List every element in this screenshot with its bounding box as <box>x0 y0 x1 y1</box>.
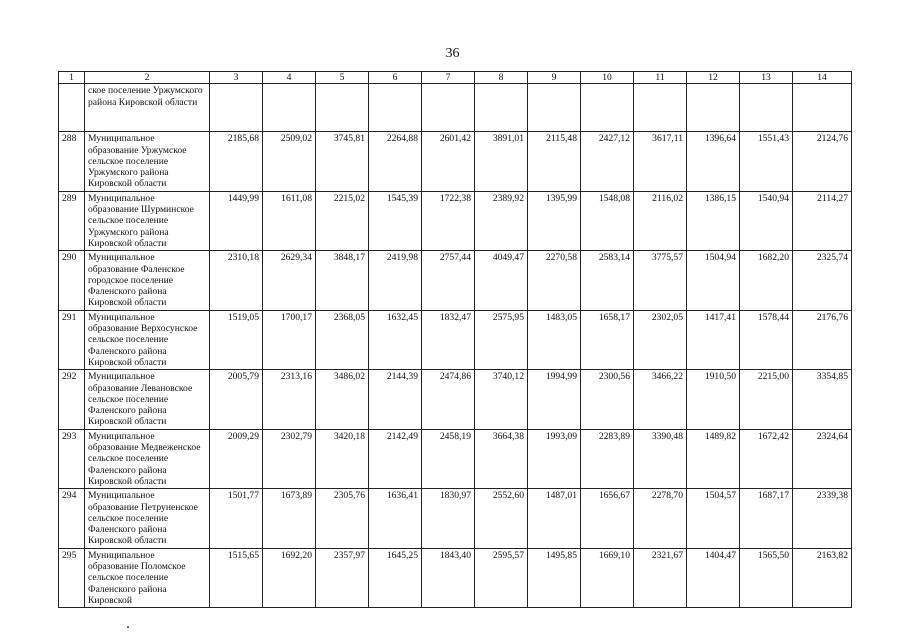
table-cell-name: Муниципальное образование Левановское сельское поселение Фаленского района Кировской области <box>85 370 210 429</box>
table-cell-value: 2270,58 <box>528 251 581 310</box>
table-cell-value: 1993,09 <box>528 429 581 488</box>
table-cell-value: 2302,05 <box>634 310 687 369</box>
table-cell-value: 2629,34 <box>263 251 316 310</box>
column-header: 12 <box>687 72 740 84</box>
table-cell-value: 3891,01 <box>475 132 528 191</box>
table-cell-value: 3354,85 <box>793 370 852 429</box>
table-cell-value: 2264,88 <box>369 132 422 191</box>
table-cell-value: 3664,38 <box>475 429 528 488</box>
table-cell-index: 294 <box>59 489 85 548</box>
table-row <box>59 84 852 132</box>
table-cell-value: 1483,05 <box>528 310 581 369</box>
table-cell-value: 2142,49 <box>369 429 422 488</box>
table-cell-name: Муниципальное образование Поломское сельское поселение Фаленского района Кировской <box>85 548 210 607</box>
table-row <box>59 191 852 250</box>
table-cell-value: 2305,76 <box>316 489 369 548</box>
table-cell-value: 2005,79 <box>210 370 263 429</box>
table-row <box>59 370 852 429</box>
table-cell-value: 3420,18 <box>316 429 369 488</box>
table-row <box>59 489 852 548</box>
table-cell-value: 3740,12 <box>475 370 528 429</box>
column-header: 2 <box>85 72 210 84</box>
table-cell-value: 2601,42 <box>422 132 475 191</box>
column-header: 6 <box>369 72 422 84</box>
table-cell-value: 1636,41 <box>369 489 422 548</box>
page-number: 36 <box>445 46 460 61</box>
table-cell-value: 2575,95 <box>475 310 528 369</box>
column-header: 7 <box>422 72 475 84</box>
table-cell-value: 1396,64 <box>687 132 740 191</box>
table-cell-value: 1548,08 <box>581 191 634 250</box>
table-cell-value: 1565,50 <box>740 548 793 607</box>
table-cell-name: Муниципальное образование Верхосунское сельское поселение Фаленского района Кировской области <box>85 310 210 369</box>
table-cell-value: 1519,05 <box>210 310 263 369</box>
table-cell-index: 292 <box>59 370 85 429</box>
table-cell-value: 2115,48 <box>528 132 581 191</box>
data-table <box>58 71 852 608</box>
table-cell-value: 2552,60 <box>475 489 528 548</box>
table-header-row <box>59 72 852 84</box>
table-cell-value: 2321,67 <box>634 548 687 607</box>
table-cell-index <box>59 84 85 132</box>
table-cell-value: 1658,17 <box>581 310 634 369</box>
table-cell-value: 2283,89 <box>581 429 634 488</box>
table-cell-value: 1656,67 <box>581 489 634 548</box>
table-cell-value: 1501,77 <box>210 489 263 548</box>
table-cell-value: 1832,47 <box>422 310 475 369</box>
table-row <box>59 251 852 310</box>
table-cell-value: 4049,47 <box>475 251 528 310</box>
stray-mark <box>127 626 129 628</box>
table-cell-value: 2583,14 <box>581 251 634 310</box>
table-cell-value: 1551,43 <box>740 132 793 191</box>
table-cell-value: 2757,44 <box>422 251 475 310</box>
table-cell-value: 2114,27 <box>793 191 852 250</box>
table-row <box>59 548 852 607</box>
table-cell-value: 1417,41 <box>687 310 740 369</box>
table-cell-value: 1540,94 <box>740 191 793 250</box>
column-header: 14 <box>793 72 852 84</box>
table-cell-value: 2389,92 <box>475 191 528 250</box>
table-cell-name: ское поселение Уржумского района Кировской области <box>85 84 210 132</box>
table-cell-value: 2339,38 <box>793 489 852 548</box>
table-cell-value: 1632,45 <box>369 310 422 369</box>
table-cell-value: 1722,38 <box>422 191 475 250</box>
table-cell-value: 1611,08 <box>263 191 316 250</box>
table-cell-index: 290 <box>59 251 85 310</box>
table-cell-value: 2300,56 <box>581 370 634 429</box>
table-cell-value: 3745,81 <box>316 132 369 191</box>
column-header: 8 <box>475 72 528 84</box>
table-cell-value: 2185,68 <box>210 132 263 191</box>
table-cell-value: 1515,65 <box>210 548 263 607</box>
table-cell-index: 288 <box>59 132 85 191</box>
table-cell-value: 3848,17 <box>316 251 369 310</box>
table-cell-value: 2009,29 <box>210 429 263 488</box>
table-cell-value: 1692,20 <box>263 548 316 607</box>
table-cell-value: 1386,15 <box>687 191 740 250</box>
column-header: 9 <box>528 72 581 84</box>
table-cell-value: 1700,17 <box>263 310 316 369</box>
table-cell-name: Муниципальное образование Медвеженское сельское поселение Фаленского района Кировской области <box>85 429 210 488</box>
table-cell-value: 1489,82 <box>687 429 740 488</box>
table-cell-value: 2215,02 <box>316 191 369 250</box>
table-cell-value: 1669,10 <box>581 548 634 607</box>
table-cell-value: 1404,47 <box>687 548 740 607</box>
table-cell-name: Муниципальное образование Уржумское сельское поселение Уржумского района Кировской области <box>85 132 210 191</box>
table-cell-value: 2302,79 <box>263 429 316 488</box>
column-header: 1 <box>59 72 85 84</box>
table-cell-value: 1578,44 <box>740 310 793 369</box>
column-header: 5 <box>316 72 369 84</box>
table-cell-value: 3486,02 <box>316 370 369 429</box>
table-cell-value: 1687,17 <box>740 489 793 548</box>
table-cell-value: 1672,42 <box>740 429 793 488</box>
table-cell-value: 2509,02 <box>263 132 316 191</box>
table-cell-value: 2124,76 <box>793 132 852 191</box>
table-row <box>59 310 852 369</box>
table-cell-name: Муниципальное образование Шурминское сельское поселение Уржумского района Кировской области <box>85 191 210 250</box>
table-cell-index: 289 <box>59 191 85 250</box>
table-cell-value: 1495,85 <box>528 548 581 607</box>
table-cell-value: 1449,99 <box>210 191 263 250</box>
table-cell-index: 295 <box>59 548 85 607</box>
table-cell-value: 1682,20 <box>740 251 793 310</box>
column-header: 13 <box>740 72 793 84</box>
table-cell-value: 2278,70 <box>634 489 687 548</box>
table-cell-value: 2215,00 <box>740 370 793 429</box>
table-cell-value: 2419,98 <box>369 251 422 310</box>
table-row <box>59 429 852 488</box>
table-cell-value: 2116,02 <box>634 191 687 250</box>
column-header: 4 <box>263 72 316 84</box>
table-cell-index: 293 <box>59 429 85 488</box>
table-cell-value: 2325,74 <box>793 251 852 310</box>
table-cell-value: 2176,76 <box>793 310 852 369</box>
table-cell-value: 2595,57 <box>475 548 528 607</box>
table-cell-value: 2163,82 <box>793 548 852 607</box>
column-header: 3 <box>210 72 263 84</box>
table-cell-value: 2324,64 <box>793 429 852 488</box>
table-cell-value: 2357,97 <box>316 548 369 607</box>
column-header: 11 <box>634 72 687 84</box>
column-header: 10 <box>581 72 634 84</box>
table-cell-value: 2368,05 <box>316 310 369 369</box>
table-cell-value: 2144,39 <box>369 370 422 429</box>
table-cell-value: 1994,99 <box>528 370 581 429</box>
table-cell-name: Муниципальное образование Фаленское городское поселение Фаленского района Кировской области <box>85 251 210 310</box>
table-cell-value: 1910,50 <box>687 370 740 429</box>
table-cell-value: 3775,57 <box>634 251 687 310</box>
table-cell-value: 1504,57 <box>687 489 740 548</box>
table-cell-value: 3617,11 <box>634 132 687 191</box>
table-cell-index: 291 <box>59 310 85 369</box>
table-cell-value: 2313,16 <box>263 370 316 429</box>
table-cell-value: 1830,97 <box>422 489 475 548</box>
table-row <box>59 132 852 191</box>
table-cell-value: 3390,48 <box>634 429 687 488</box>
table-cell-value: 2474,86 <box>422 370 475 429</box>
table-cell-value: 2458,19 <box>422 429 475 488</box>
table-cell-value: 1673,89 <box>263 489 316 548</box>
table-cell-value: 1504,94 <box>687 251 740 310</box>
table-cell-value: 1843,40 <box>422 548 475 607</box>
table-cell-value: 1487,01 <box>528 489 581 548</box>
table-cell-name: Муниципальное образование Петруненское сельское поселение Фаленского района Кировской области <box>85 489 210 548</box>
table-cell-value: 1545,39 <box>369 191 422 250</box>
table-cell-value: 1645,25 <box>369 548 422 607</box>
table-cell-value: 1395,99 <box>528 191 581 250</box>
table-cell-value: 3466,22 <box>634 370 687 429</box>
table-cell-value: 2310,18 <box>210 251 263 310</box>
table-cell-value: 2427,12 <box>581 132 634 191</box>
